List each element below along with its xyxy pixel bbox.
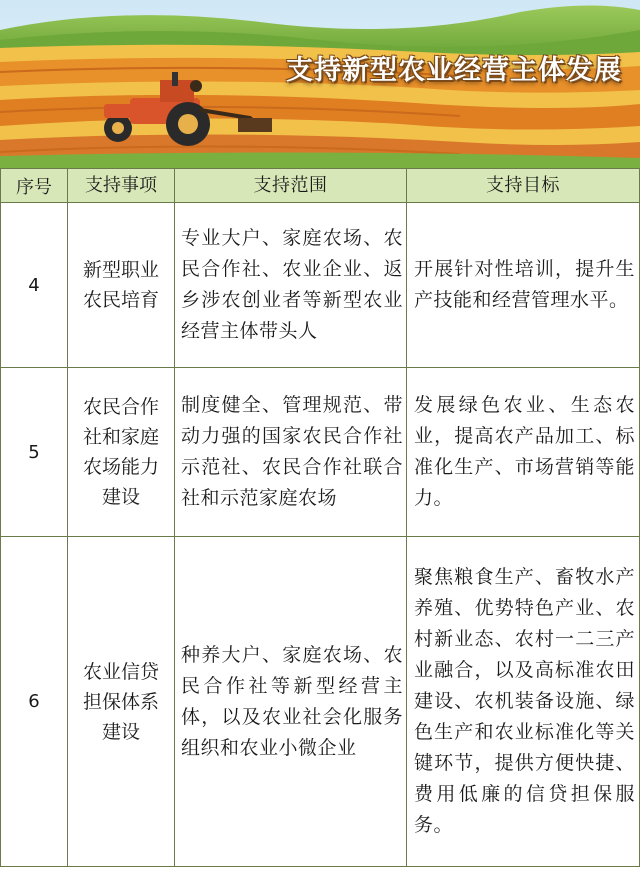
row-item: 农业信贷担保体系建设 xyxy=(68,537,175,867)
table-row xyxy=(1,203,640,368)
row-no: 5 xyxy=(1,368,68,537)
row-no: 6 xyxy=(1,537,68,867)
header-item: 支持事项 xyxy=(68,169,175,203)
header-banner xyxy=(0,0,640,168)
row-scope: 制度健全、管理规范、带动力强的国家农民合作社示范社、农民合作社联合社和示范家庭农场 xyxy=(175,368,407,537)
row-goal: 发展绿色农业、生态农业，提高农产品加工、标准化生产、市场营销等能力。 xyxy=(407,368,640,537)
header-no: 序号 xyxy=(1,169,68,203)
row-item: 新型职业农民培育 xyxy=(68,203,175,368)
row-scope: 专业大户、家庭农场、农民合作社、农业企业、返乡涉农创业者等新型农业经营主体带头人 xyxy=(175,203,407,368)
header-scope: 支持范围 xyxy=(175,169,407,203)
row-goal: 开展针对性培训，提升生产技能和经营管理水平。 xyxy=(407,203,640,368)
banner-title: 支持新型农业经营主体发展 xyxy=(286,55,622,86)
header-goal: 支持目标 xyxy=(407,169,640,203)
row-goal: 聚焦粮食生产、畜牧水产养殖、优势特色产业、农村新业态、农村一二三产业融合，以及高标准农田建设、农机装备设施、绿色生产和农业标准化等关键环节，提供方便快捷、费用低廉的信贷担保服务。 xyxy=(407,537,640,867)
row-scope: 种养大户、家庭农场、农民合作社等新型经营主体，以及农业社会化服务组织和农业小微企业 xyxy=(175,537,407,867)
row-no: 4 xyxy=(1,203,68,368)
support-table xyxy=(0,168,640,867)
row-item: 农民合作社和家庭农场能力建设 xyxy=(68,368,175,537)
table-header-row xyxy=(1,169,640,203)
table-row xyxy=(1,368,640,537)
table-row xyxy=(1,537,640,867)
